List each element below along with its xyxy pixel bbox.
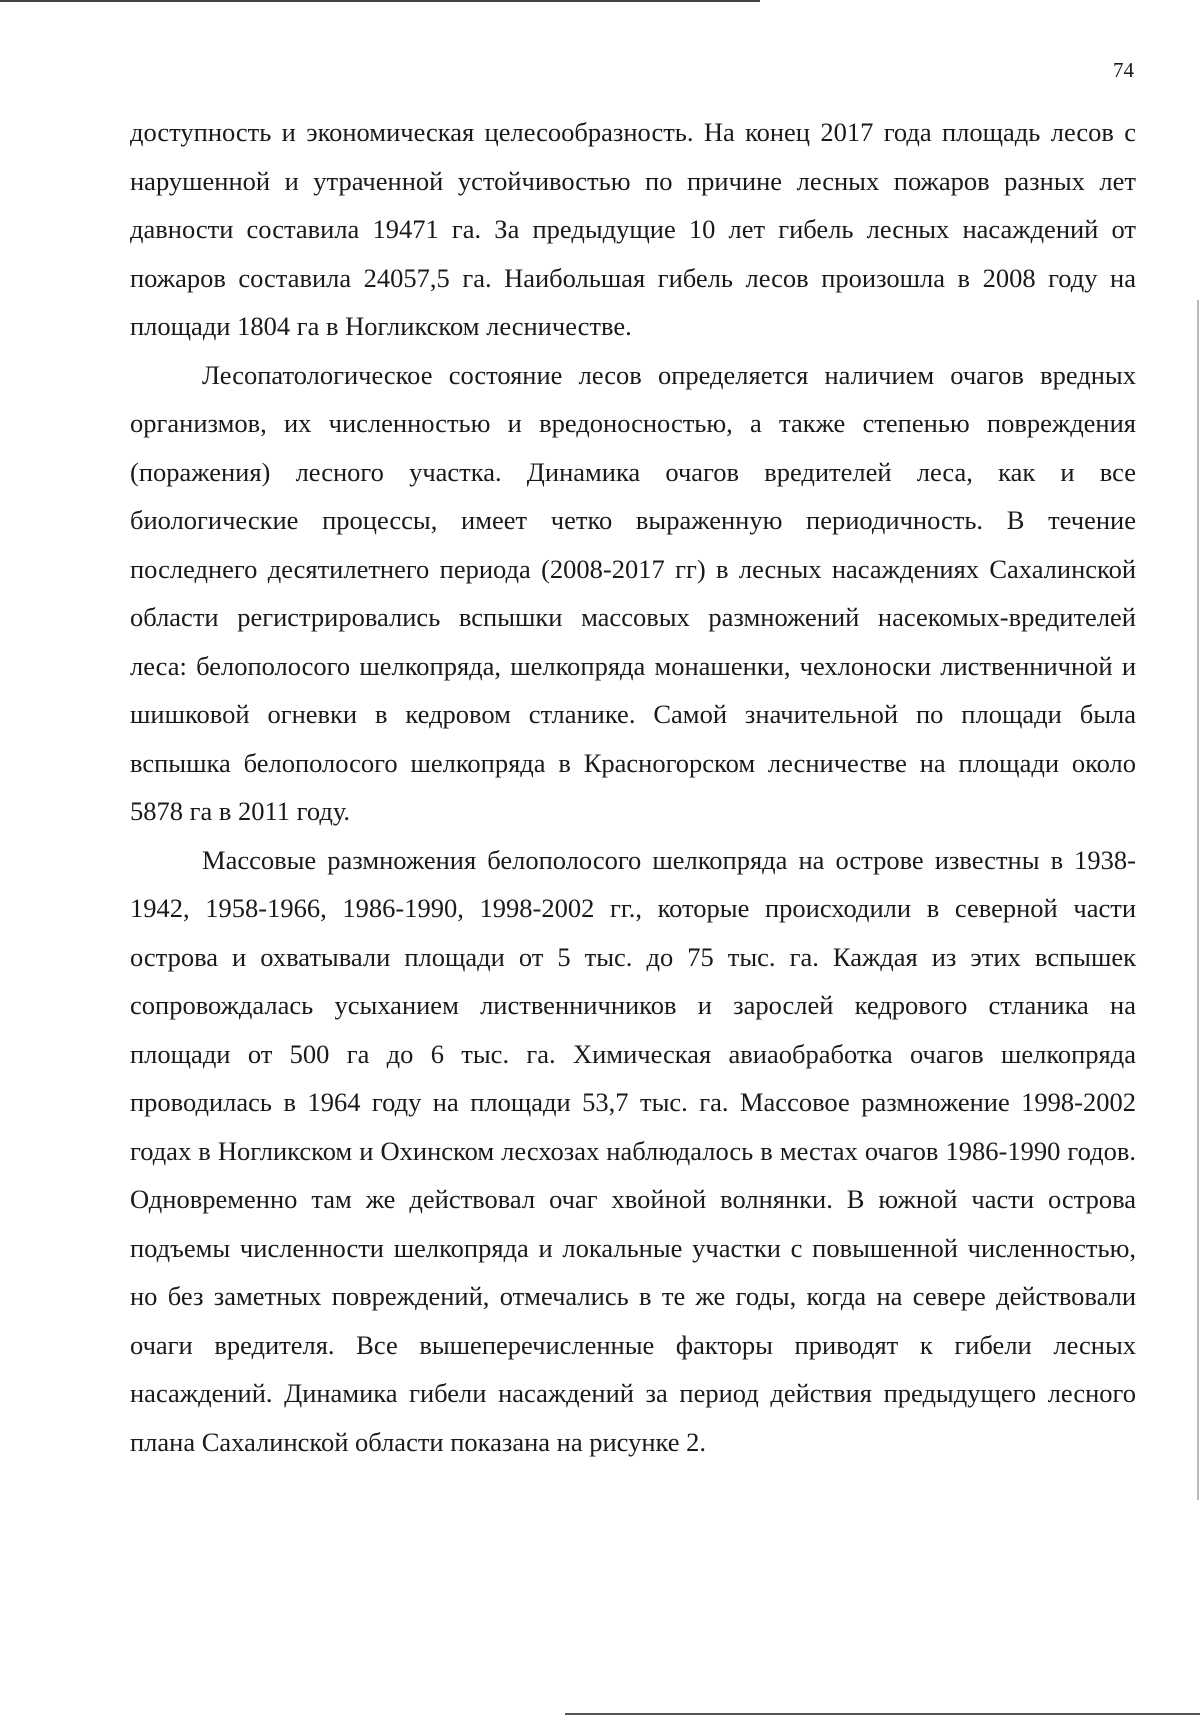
top-border-line: [0, 0, 760, 2]
scan-edge-line: [1197, 300, 1199, 1500]
paragraph-continuation: доступность и экономическая целесообразность. На конец 2017 года площадь лесов с нарушенной и утраченной устойчивостью по причине лесных пожаров разных лет давности составила 19471 га. За предыдущие 10 лет гибель лесных насаждений от пожаров составила 24057,5 га. Наибольшая гибель лесов произошла в 2008 году на площади 1804 га в Ногликском лесничестве.: [130, 117, 1136, 341]
paragraph-mass-reproduction: Массовые размножения белополосого шелкопряда на острове известны в 1938-1942, 1958-1966, 1986-1990, 1998-2002 гг., которые происходили в северной части острова и охватывали площади от 5 тыс. до 75 тыс. га. Каждая из этих вспышек сопровождалась усыханием лиственничников и зарослей кедрового стланика на площади от 500 га до 6 тыс. га. Химическая авиаобработка очагов шелкопряда проводилась в 1964 году на площади 53,7 тыс. га. Массовое размножение 1998-2002 годах в Ногликском и Охинском лесхозах наблюдалось в местах очагов 1986-1990 годов. Одновременно там же действовал очаг хвойной волнянки. В южной части острова подъемы численности шелкопряда и локальные участки с повышенной численностью, но без заметных повреждений, отмечались в те же годы, когда на севере действовали очаги вредителя. Все вышеперечисленные факторы приводят к гибели лесных насаждений. Динамика гибели насаждений за период действия предыдущего лесного плана Сахалинской области показана на рисунке 2.: [130, 844, 1136, 1457]
paragraph-forest-pathology: Лесопатологическое состояние лесов определяется наличием очагов вредных организмов, их численностью и вредоносностью, а также степенью повреждения (поражения) лесного участка. Динамика очагов вредителей леса, как и все биологические процессы, имеет четко выраженную периодичность. В течение последнего десятилетнего периода (2008-2017 гг) в лесных насаждениях Сахалинской области регистрировались вспышки массовых размножений насекомых-вредителей леса: белополосого шелкопряда, шелкопряда монашенки, чехлоноски лиственничной и шишковой огневки в кедровом стланике. Самой значительной по площади была вспышка белополосого шелкопряда в Красногорском лесничестве на площади около 5878 га в 2011 году.: [130, 359, 1136, 826]
bottom-border-line: [565, 1713, 1200, 1715]
page-number: 74: [1113, 58, 1134, 82]
body-text: [130, 108, 1136, 1466]
